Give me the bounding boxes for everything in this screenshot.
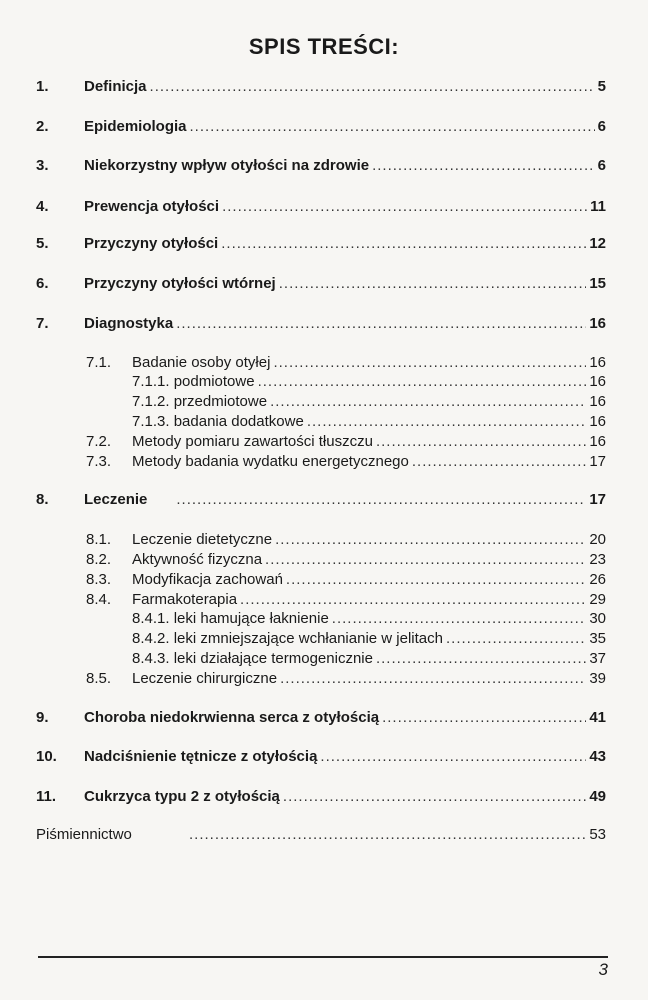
toc-page-number: 16 <box>589 393 606 410</box>
toc-page-number: 29 <box>589 591 606 608</box>
toc-title: Modyfikacja zachowań <box>132 571 283 588</box>
toc-title: 8.4.1. leki hamujące łaknienie <box>132 610 329 627</box>
footer-rule <box>38 956 608 958</box>
dot-leader <box>307 413 587 430</box>
toc-title: Leczenie <box>84 491 148 508</box>
dot-leader <box>189 826 586 843</box>
toc-title: 7.1.1. podmiotowe <box>132 373 255 390</box>
toc-number: 7.3. <box>86 453 112 470</box>
dot-leader <box>270 393 586 410</box>
toc-entry-1 <box>36 78 606 95</box>
toc-title: Cukrzyca typu 2 z otyłością <box>84 788 280 805</box>
dot-leader <box>222 198 587 215</box>
toc-entry-11 <box>36 788 606 805</box>
dot-leader <box>332 610 587 627</box>
toc-subentry <box>86 551 606 568</box>
toc-page-number: 49 <box>589 788 606 805</box>
toc-title: Farmakoterapia <box>132 591 238 608</box>
dot-leader <box>382 709 586 726</box>
toc-entry-9 <box>36 709 606 726</box>
toc-subsubentry <box>132 650 606 667</box>
dot-leader <box>446 630 586 647</box>
dot-leader <box>286 571 586 588</box>
dot-leader <box>150 78 595 95</box>
toc-number: 5. <box>36 235 49 252</box>
toc-subentry <box>86 571 606 588</box>
toc-subsubentry <box>132 393 606 410</box>
toc-page-number: 16 <box>589 413 606 430</box>
toc-entry-2 <box>36 118 606 135</box>
toc-number: 8.4. <box>86 591 112 608</box>
page-title: SPIS TREŚCI: <box>248 34 400 59</box>
toc-subentry <box>86 433 606 450</box>
toc-page-number: 6 <box>597 118 606 135</box>
dot-leader <box>258 373 587 390</box>
dot-leader <box>275 531 586 548</box>
toc-title: Niekorzystny wpływ otyłości na zdrowie <box>84 157 370 174</box>
toc-title: Epidemiologia <box>84 118 187 135</box>
toc-page-number: 15 <box>589 275 606 292</box>
toc-title: Leczenie chirurgiczne <box>132 670 278 687</box>
toc-page-number: 23 <box>589 551 606 568</box>
toc-title: 8.4.2. leki zmniejszające wchłanianie w jelitach <box>132 630 443 647</box>
toc-page-number: 16 <box>589 373 606 390</box>
toc-title: Metody pomiaru zawartości tłuszczu <box>132 433 373 450</box>
toc-entry-8 <box>36 491 606 508</box>
toc-page-number: 43 <box>589 748 606 765</box>
toc-entry-7 <box>36 315 606 332</box>
toc-number: 4. <box>36 198 49 215</box>
toc-subentry <box>86 591 606 608</box>
toc-subentry <box>86 453 606 470</box>
toc-page-number: 6 <box>597 157 606 174</box>
dot-leader <box>176 491 586 508</box>
toc-number: 8. <box>36 491 49 508</box>
toc-title: Definicja <box>84 78 147 95</box>
toc-subentry <box>86 354 606 371</box>
dot-leader <box>283 788 586 805</box>
toc-title: Nadciśnienie tętnicze z otyłością <box>84 748 318 765</box>
toc-title: Aktywność fizyczna <box>132 551 263 568</box>
dot-leader <box>190 118 595 135</box>
toc-title: Choroba niedokrwienna serca z otyłością <box>84 709 380 726</box>
toc-number: 8.2. <box>86 551 112 568</box>
toc-page-number: 20 <box>589 531 606 548</box>
toc-subentry <box>86 670 606 687</box>
toc-title: Badanie osoby otyłej <box>132 354 271 371</box>
toc-number: 8.1. <box>86 531 112 548</box>
dot-leader <box>320 748 586 765</box>
toc-number: 2. <box>36 118 49 135</box>
toc-number: 7. <box>36 315 49 332</box>
toc-subsubentry <box>132 373 606 390</box>
toc-entry-6 <box>36 275 606 292</box>
toc-number: 1. <box>36 78 49 95</box>
dot-leader <box>372 157 595 174</box>
toc-title: Przyczyny otyłości wtórnej <box>84 275 276 292</box>
toc-page-number: 16 <box>589 315 606 332</box>
toc-entry-5 <box>36 235 606 252</box>
toc-title: Metody badania wydatku energetycznego <box>132 453 409 470</box>
toc-number: 7.1. <box>86 354 112 371</box>
toc-page-number: 41 <box>589 709 606 726</box>
dot-leader <box>240 591 586 608</box>
toc-number: 11. <box>36 788 57 805</box>
toc-subsubentry <box>132 630 606 647</box>
toc-number: 8.3. <box>86 571 112 588</box>
toc-title: 7.1.3. badania dodatkowe <box>132 413 304 430</box>
dot-leader <box>221 235 586 252</box>
toc-page-number: 53 <box>589 826 606 843</box>
toc-title: Piśmiennictwo <box>36 826 132 843</box>
toc-page-number: 17 <box>589 491 606 508</box>
toc-number: 6. <box>36 275 49 292</box>
toc-title: 8.4.3. leki działające termogenicznie <box>132 650 373 667</box>
dot-leader <box>376 650 586 667</box>
dot-leader <box>176 315 586 332</box>
toc-number: 9. <box>36 709 49 726</box>
dot-leader <box>265 551 586 568</box>
toc-number: 7.2. <box>86 433 112 450</box>
toc-entry-4 <box>36 198 606 215</box>
toc-subsubentry <box>132 610 606 627</box>
toc-subsubentry <box>132 413 606 430</box>
toc-page-number: 35 <box>589 630 606 647</box>
toc-entry-3 <box>36 157 606 174</box>
toc-page-number: 17 <box>589 453 606 470</box>
toc-entry-bibliography <box>36 826 606 843</box>
toc-page-number: 5 <box>597 78 606 95</box>
footer-page-number: 3 <box>598 960 608 979</box>
dot-leader <box>273 354 586 371</box>
toc-page-number: 16 <box>589 433 606 450</box>
toc-title: Prewencja otyłości <box>84 198 220 215</box>
dot-leader <box>279 275 587 292</box>
toc-number: 10. <box>36 748 57 765</box>
dot-leader <box>376 433 586 450</box>
toc-page-number: 26 <box>589 571 606 588</box>
dot-leader <box>412 453 586 470</box>
toc-page-number: 12 <box>589 235 606 252</box>
toc-title: Leczenie dietetyczne <box>132 531 273 548</box>
toc-title: 7.1.2. przedmiotowe <box>132 393 268 410</box>
toc-title: Przyczyny otyłości <box>84 235 219 252</box>
dot-leader <box>280 670 586 687</box>
toc-page-number: 16 <box>589 354 606 371</box>
toc-number: 3. <box>36 157 49 174</box>
toc-number: 8.5. <box>86 670 112 687</box>
toc-entry-10 <box>36 748 606 765</box>
toc-page-number: 11 <box>590 198 606 215</box>
toc-page-number: 37 <box>589 650 606 667</box>
toc-title: Diagnostyka <box>84 315 174 332</box>
toc-page-number: 30 <box>589 610 606 627</box>
toc-subentry <box>86 531 606 548</box>
toc-page-number: 39 <box>589 670 606 687</box>
